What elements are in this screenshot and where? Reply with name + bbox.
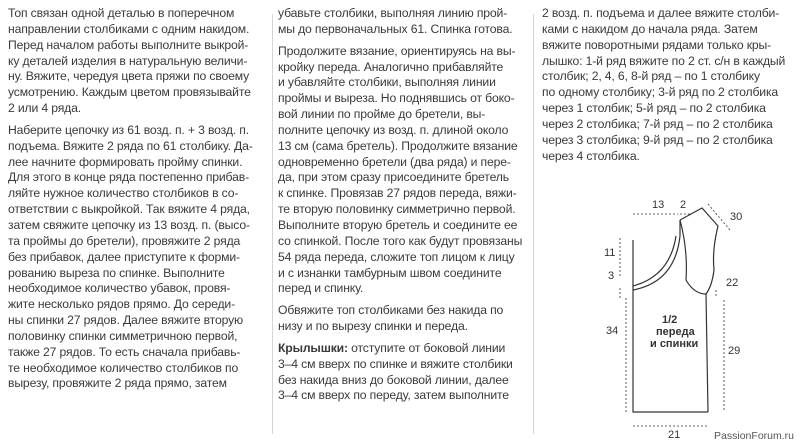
dimension-label: 3 [608,270,615,282]
watermark: PassionForum.ru [714,430,794,442]
dimension-label: 22 [726,277,739,289]
text-line: подъема. Вяжите 2 ряда по 61 столбику. Да- [8,138,253,153]
text-column-2 [278,6,526,404]
chain-paragraph [8,123,270,392]
wings-paragraph [278,341,526,404]
dimension-label: 29 [728,345,741,357]
text-line: Продолжите вязание, ориентируясь на вы- [278,43,516,58]
text-line: к спинке. Провязав 27 рядов переда, вяжи- [278,186,517,201]
dimension-label: 11 [604,247,616,259]
text-line: перед и спинку. [278,281,364,296]
text-line: проймы и выреза. Но поднявшись от боко- [278,91,515,106]
text-line: Для этого в конце ряда постепенно прибав- [8,170,249,185]
text-line: вырезу, провяжите 2 ряда прямо, затем [8,376,227,391]
text-column-3 [542,6,792,164]
text-line: 3–4 см вверх по переду, затем выполните [278,388,509,403]
text-line: ответствии с выкройкой. Так вяжите 4 ряда, [8,202,250,217]
text-line: вяжите поворотными рядами только кры- [542,37,772,52]
text-line: 54 ряда переда, сложите топ лицом к лицу [278,249,515,264]
text-line: без прибавок, далее приступите к форми- [8,249,240,264]
text-line: по одному столбику; 3-й ряд по 2 столбика [542,85,779,100]
dimension-label: 2 [680,199,687,211]
text-line: затем свяжите цепочку из 13 возд. п. (высо- [8,217,250,232]
text-line: 3–4 см вверх по спинке и вяжите столбики [278,356,513,371]
text-line: ляйте нужное количество столбиков в со- [8,186,239,201]
text-line: со спинкой. После того как будут провязаны [278,233,523,248]
text-line: 2 возд. п. подъема и далее вяжите столби- [542,6,780,20]
text-line: усмотрению. Каждым цветом провязывайте [8,85,251,100]
text-line: Перед началом работы выполните выкрой- [8,37,249,52]
text-line: рованию выреза по спинке. Выполните [8,265,225,280]
pattern-outline [633,208,718,412]
text-line: 2 или 4 ряда. [8,101,82,116]
text-line: ну. Вяжите, чередуя цвета пряжи по своему [8,69,250,84]
text-line: отступите от боковой линии [347,340,506,355]
wing-curve [680,220,706,294]
pattern-label: 1/2 [662,314,678,326]
side-seam [706,294,708,412]
text-line: ны спинки 27 рядов. Далее вяжите вторую [8,313,244,328]
text-line: через 4 столбика. [542,148,640,163]
edging-paragraph [278,303,526,335]
column-divider-1 [272,14,273,434]
pattern-diagram [590,190,795,440]
neckline-curve [633,220,680,290]
text-line: лышко: 1-й ряд вяжите по 2 ст. с/н в каждый [542,53,786,68]
text-line: Выполните вторую бретель и соедините ее [278,217,518,232]
text-line: без накида вниз до боковой линии, далее [278,372,509,387]
dimension-label: 34 [606,325,619,337]
text-column-1 [8,6,270,392]
dimension-label: 13 [652,199,665,211]
text-line: вой линии по пройме до бретели, вы- [278,107,486,122]
text-line: лее начните формировать пройму спинки. [8,154,243,169]
text-line: через 1 столбик; 5-й ряд – по 2 столбика [542,101,766,116]
text-line: низу и по вырезу спинки и переда. [278,319,468,334]
pattern-label: переда [656,326,695,338]
dimension-label: 30 [730,211,743,223]
text-line: также 27 рядов. То есть сначала прибавь- [8,344,241,359]
text-line: ку деталей изделия в натуральную величи- [8,53,248,68]
pattern-label: и спинки [650,338,699,350]
text-line: необходимое количество убавок, провя- [8,281,231,296]
text-line: половинку спинки симметричною первой, [8,328,238,343]
back-finish-paragraph [278,6,526,38]
text-line: столбик; 2, 4, 6, 8-й ряд – по 1 столбику [542,69,760,84]
text-line: мы до первоначальных 61. Спинка готова. [278,21,513,36]
text-line: направлении столбиками с одним накидом. [8,21,250,36]
text-line: и с изнанки тамбурным швом соедините [278,265,502,280]
text-line: одновременно бретели (два ряда) и пере- [278,154,511,169]
text-line: через 3 столбика; 9-й ряд – по 2 столбика [542,132,773,147]
text-line: Наберите цепочку из 61 возд. п. + 3 возд. п. [8,122,249,137]
text-line: кройку переда. Аналогично прибавляйте [278,59,504,74]
wings-first-line [278,341,526,357]
text-line: да, при этом сразу присоедините бретель [278,170,509,185]
text-line: ками с накидом до начала ряда. Затем [542,21,758,36]
text-line: Топ связан одной деталью в поперечном [8,6,235,20]
text-line: жите несколько рядов прямо. До середи- [8,297,235,312]
intro-paragraph [8,6,270,117]
text-line: Обвяжите топ столбиками без накида по [278,303,504,318]
text-line: и убавляйте столбики, выполняя линии [278,75,496,90]
wings-heading: Крылышки: [278,340,348,355]
column-divider-2 [533,14,534,434]
text-line: те вторую половинку симметрично первой. [278,202,516,217]
dimension-label: 21 [668,429,681,440]
text-line: те необходимое количество столбиков по [8,360,239,375]
neckline-inner-curve [633,236,676,286]
text-line: полните цепочку из возд. п. длиной около [278,122,509,137]
text-line: 13 см (сама бретель). Продолжите вязание [278,138,518,153]
front-paragraph [278,44,526,298]
text-line: та проймы до бретели), провяжите 2 ряда [8,233,241,248]
text-line: убавьте столбики, выполняя линию прой- [278,6,508,20]
text-line: через 2 столбика; 7-й ряд – по 2 столбика [542,116,773,131]
